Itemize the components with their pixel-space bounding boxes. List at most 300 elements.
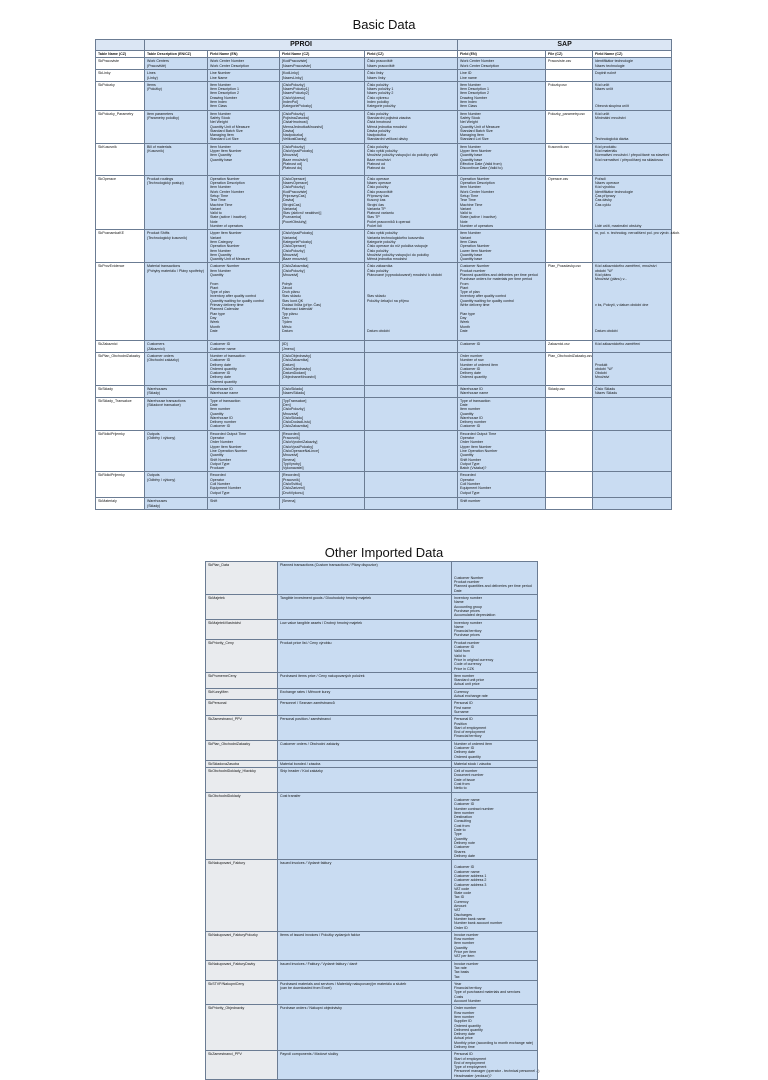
table-name-cell (206, 562, 278, 595)
cell-line: [CisloPolozky] (282, 185, 305, 190)
table-row (206, 792, 538, 859)
cell-line: Customer ID (454, 802, 475, 807)
sap-field-name-cell (593, 110, 672, 143)
table-row (206, 619, 538, 639)
cell-line: Warehouse transactions (147, 398, 186, 403)
cell-line: SkRidiciPrijemky (98, 431, 125, 436)
cell-line: Operace.csv (548, 176, 569, 181)
table-name-cell (96, 472, 145, 498)
cell-line: Platnost do (367, 166, 385, 171)
cell-line: Číslo pracoviště (367, 59, 393, 64)
cell-line: Customer address 3 (454, 882, 487, 887)
cell-line: Warehouse ID (460, 415, 483, 420)
cell-line: [PripravnyCas] (282, 193, 306, 198)
cell-line: [KodPracoviste] (282, 189, 308, 194)
cell-line: [IndexPol] (282, 100, 298, 105)
field-en-cell (458, 110, 546, 143)
file-cz-cell (546, 175, 593, 230)
cell-line: Číslo výkresu (367, 95, 389, 100)
cell-line: [KategoriePolozky] (282, 239, 312, 244)
cell-line: Safety Stock (210, 115, 231, 120)
cell-line: Row number (454, 1010, 475, 1015)
cell-line: Cost from (454, 823, 470, 828)
field-name-cz-cell (280, 263, 365, 341)
cell-line: Plant (460, 285, 469, 290)
field-cz-cell (365, 175, 458, 230)
cell-line: Operator (210, 436, 225, 441)
cell-line: Type (454, 832, 462, 837)
table-description-cell (145, 230, 208, 263)
cell-line: SkProvEvidence (98, 264, 125, 269)
cell-line: Primary delivery time (210, 303, 244, 308)
cell-line: Tear Time (210, 198, 226, 203)
cell-line: From (460, 281, 469, 286)
fields-cell (452, 639, 538, 672)
cell-line: VAT per item (454, 954, 475, 959)
cell-line: Lidé určit, maximální obsluhy (595, 224, 642, 229)
cell-line: Number of ordered item (454, 741, 492, 746)
cell-line: [CisloVyssiPolozky] (282, 149, 314, 154)
cell-line: Outputs (147, 473, 160, 478)
cell-line: Number of operators (210, 224, 243, 229)
cell-line: Quantity Unit of Measure (210, 124, 250, 129)
cell-line: SkPriority_Ceny (208, 640, 234, 645)
cell-line: Item Number (210, 111, 231, 116)
cell-line: Index položky (367, 100, 389, 105)
sap-field-name-cell (593, 70, 672, 82)
cell-line: Stav skladu (282, 294, 301, 299)
cell-line: (Skladové transakce) (147, 402, 181, 407)
cell-line: VAT code (454, 886, 470, 891)
cell-line: SkSklady (98, 387, 113, 392)
cell-line: Tax basis (454, 970, 469, 975)
cell-line: Row number (454, 937, 475, 942)
cell-line: Den (282, 315, 289, 320)
cell-line: Ordered quantity (454, 754, 481, 759)
cell-line: (Pohyby materiálu / Plány spotřeby) (147, 268, 204, 273)
cell-line: SkSkladovaZasoba (208, 761, 239, 766)
field-name-en-cell (208, 498, 280, 510)
cell-line (367, 347, 455, 351)
field-name-cz-cell (280, 81, 365, 110)
cell-line: [Platnost od] (282, 161, 302, 166)
cell-line: Stav kont.QK (282, 298, 304, 303)
cell-line: Přípravný čas (367, 193, 389, 198)
cell-line: Work Center Description (210, 63, 250, 68)
cell-line: End of employment (454, 730, 485, 735)
cell-line: VAT (454, 908, 461, 913)
field-en-cell (458, 430, 546, 472)
cell-line: Purchase orders / Nákupní objednávky (280, 1006, 342, 1011)
cell-line: [KategoriePolozky] (282, 104, 312, 109)
cell-line: Kód produktu (595, 144, 617, 149)
cell-line: Ordered quantity (210, 366, 237, 371)
cell-line: Operator (460, 477, 475, 482)
cell-line: Consulting (454, 819, 471, 824)
cell-line: (Sklady) (147, 391, 161, 396)
cell-line: Setup Time (210, 193, 229, 198)
cell-line: Delivery number (460, 420, 487, 425)
cell-line: Work Center Number (460, 189, 494, 194)
table-description-cell (145, 175, 208, 230)
cell-line: Code of currency (454, 662, 482, 667)
cell-line: Customer Number (454, 575, 484, 580)
table-description-cell (278, 1051, 452, 1080)
cell-line: SkMajetekVlastnictvi (208, 620, 241, 625)
cell-line: Date (460, 328, 468, 333)
cell-line: Operation Description (210, 181, 245, 186)
cell-line (595, 432, 669, 436)
cell-line: Stav TP (367, 215, 380, 220)
cell-line: Costs (454, 994, 464, 999)
field-en-cell (458, 472, 546, 498)
cell-line: Operation Number (460, 176, 490, 181)
cell-line: Upper Item Number (460, 149, 492, 154)
cell-line: [Smena] (282, 499, 296, 504)
cell-line: [CisloZarizeni] (282, 486, 305, 491)
cell-line: [CisloObjednavky] (282, 353, 311, 358)
table-name-cell (96, 58, 145, 70)
cell-line: (Položky) (147, 87, 162, 92)
cell-line: Drawing Number (460, 95, 488, 100)
table-row (96, 341, 672, 353)
cell-line: Delivery time (454, 1044, 475, 1049)
cell-line: [CisloObjednavky] (282, 366, 311, 371)
cell-line: Technologická dávka (595, 137, 629, 142)
cell-line: Nadpoložka (367, 133, 386, 138)
cell-line: Equipment Number (460, 486, 492, 491)
cell-line: Financial territory (454, 986, 482, 991)
cell-line: Variant (460, 235, 472, 240)
cell-line: Shift (210, 499, 218, 504)
table-description-cell (145, 110, 208, 143)
cell-line: [CisloPolozky] (282, 268, 305, 273)
cell-line: Počet lidí (367, 224, 382, 229)
cell-line: [CisloDodaciListu] (282, 420, 311, 425)
cell-line: Množství položky vstupující do položky vyšší (367, 153, 439, 158)
cell-line: Číslo zákazníka (367, 264, 393, 269)
table-description-cell (278, 931, 452, 960)
cell-line: Quantity (454, 945, 468, 950)
cell-line: Číslo položky (367, 111, 389, 116)
cell-line: Customer address 1 (454, 874, 487, 878)
cell-line: Planned quantities and deliveries per time period (454, 584, 532, 589)
fields-cell (452, 595, 538, 619)
cell-line: SkZamestnanci_PPV (208, 1052, 242, 1057)
field-en-cell (458, 58, 546, 70)
field-cz-cell (365, 110, 458, 143)
cell-line: Product price list / Ceny výrobku (280, 640, 332, 645)
cell-line (548, 499, 590, 503)
table-name-cell (206, 760, 278, 767)
cell-line: Low value tangible assets / Drobný hmotný majetek (280, 620, 363, 625)
cell-line: Product number (454, 580, 480, 585)
table-description-cell (278, 740, 452, 760)
table-row (96, 498, 672, 510)
cell-line: Kód plánu (595, 272, 612, 277)
cell-line: Item Class (460, 104, 478, 109)
cell-line: Delivered quantity (454, 1027, 483, 1032)
cell-line: Číslo položky (367, 248, 389, 253)
cell-line: Document number (454, 773, 484, 778)
cell-line: Kód určit (595, 82, 610, 87)
table-description-cell (278, 768, 452, 792)
cell-line: Standardní velikost dávky (367, 137, 408, 142)
cell-line: Množství (595, 375, 610, 380)
cell-line: Množství (plánu) v... (595, 277, 628, 282)
cell-line: Net Weight (210, 120, 228, 125)
cell-line: Delivery note (454, 840, 475, 845)
cell-line: Order ID (454, 925, 468, 930)
cell-line: Line Name (210, 75, 228, 80)
cell-line: Normativní množství / přepočítané na stavební (595, 153, 670, 158)
cell-line: Warehouse name (210, 391, 239, 396)
cell-line: Recorded Output Time (460, 431, 497, 436)
sap-field-name-cell (593, 143, 672, 175)
table-name-cell (96, 70, 145, 82)
table-row (96, 430, 672, 472)
cell-line: Inventory after quality control (210, 294, 257, 299)
cell-line (548, 432, 590, 436)
table-name-cell (96, 110, 145, 143)
cell-line: Bill of materials (147, 144, 172, 149)
cell-line: [Jmeno] (282, 346, 295, 351)
cell-line: SkPracoviste (98, 59, 119, 64)
cell-line: Standardní pojistná zásoba (367, 115, 411, 120)
cell-line: Cost from (454, 782, 470, 787)
cell-line: Měrná jednotka množství (367, 257, 408, 262)
table-description-cell (145, 70, 208, 82)
table-row (96, 143, 672, 175)
cell-line: Date to (454, 828, 466, 833)
cell-line: m, pol. n. technolog. nerozlišení pol. pro výrob. záloh. (595, 231, 681, 236)
cell-line: Operation Number (460, 244, 490, 249)
cell-line: Upper Item Number (210, 149, 242, 154)
cell-line: Ship header / Kód zakázky (280, 769, 323, 774)
cell-line: Product Shifts (147, 231, 170, 236)
cell-line: Recorded (460, 473, 476, 478)
field-name-cz-cell (280, 472, 365, 498)
cell-line: Type of employment (454, 1065, 487, 1070)
cell-line: Exchange rates / Měnové kurzy (280, 689, 331, 694)
cell-line: SkZakaznici (98, 342, 118, 347)
cell-line: Safety Stock (460, 115, 481, 120)
cell-line (367, 375, 455, 379)
cell-line: Year (454, 981, 462, 986)
cell-line: [Mnozstvi] (282, 252, 299, 257)
cell-line: Množství položky vstupující do položky (367, 252, 429, 257)
file-cz-cell (546, 81, 593, 110)
cell-line: [Mnozstvi] (282, 272, 299, 277)
cell-line: SkNakupovani_Faktury (208, 861, 246, 866)
field-name-en-cell (208, 175, 280, 230)
cell-line (367, 499, 455, 503)
cell-line: Plánované (vyprodukované) množství k období (367, 272, 442, 277)
cell-line: Planned transactions (Custom transactions / Plány dispozice) (280, 563, 378, 567)
cell-line: [Platnost do] (282, 166, 302, 171)
cell-line: Plan_ObchodniZakazky.csv (548, 353, 593, 358)
cell-line: Item Quantity (210, 252, 232, 257)
cell-line: [VelikostDavky] (282, 137, 307, 142)
cell-line: (Parametry položky) (147, 115, 180, 120)
cell-line: SkLinky (98, 71, 111, 76)
cell-line: Item Description 2 (460, 91, 490, 96)
table-name-cell (96, 230, 145, 263)
table-description-cell (278, 619, 452, 639)
cell-line: [CisloZakaznika] (282, 264, 309, 269)
cell-line: Item Class (460, 239, 478, 244)
file-cz-cell (546, 70, 593, 82)
table-description-cell (278, 688, 452, 700)
cell-line: Platnost od (367, 161, 385, 166)
cell-line: [CisloSkladu] (282, 387, 303, 392)
field-name-cz-cell (280, 386, 365, 398)
cell-line: SkPriority_Objednavky (208, 1006, 245, 1011)
cell-line: Závod (282, 285, 292, 290)
table-description-cell (278, 760, 452, 767)
cell-line: Name (454, 624, 464, 629)
file-cz-cell (546, 143, 593, 175)
fields-cell (452, 960, 538, 980)
cell-line: Item Number (460, 185, 481, 190)
sap-field-name-cell (593, 341, 672, 353)
cell-line: Monthly price (according to month exchange rate) (454, 1040, 534, 1045)
cell-line: Customer Number (460, 264, 490, 269)
cell-line: Kód výrobku (595, 185, 616, 190)
table-name-cell (96, 386, 145, 398)
cell-line: [CisloZakaznika] (282, 358, 309, 363)
file-cz-cell (546, 341, 593, 353)
cell-line: Equipment Number (210, 486, 241, 491)
cell-line: From (210, 281, 219, 286)
table-name-cell (96, 263, 145, 341)
file-cz-cell (546, 58, 593, 70)
cell-line: Warehouse ID (210, 387, 233, 392)
cell-line: [CisloSvitku] (282, 482, 302, 486)
cell-line: Cell of number (454, 769, 478, 774)
cell-line: Customer address 2 (454, 878, 487, 883)
cell-line: Purchase prices (454, 608, 480, 613)
field-en-cell (458, 352, 546, 385)
cell-line: Drawing Number (210, 95, 237, 100)
cell-line: Kód určit (595, 111, 610, 116)
cell-line: Output Type (460, 490, 480, 495)
sap-field-name-cell (593, 81, 672, 110)
cell-line: [Vykonavatel] (282, 466, 304, 471)
field-en-cell (458, 81, 546, 110)
cell-line: Item Description 1 (210, 87, 239, 92)
table-row (206, 1051, 538, 1080)
cell-line: Item Number (210, 268, 231, 273)
cell-line: Day (210, 315, 217, 320)
table-row (206, 960, 538, 980)
table-name-cell (96, 143, 145, 175)
cell-line: Upper Item Number (210, 444, 242, 449)
cell-line: Item number (454, 1014, 475, 1019)
cell-line: Item Description 1 (460, 87, 490, 92)
file-cz-cell (546, 430, 593, 472)
cell-line: [PocetObsluhy] (282, 219, 307, 224)
cell-line (367, 391, 455, 395)
table-description-cell (145, 263, 208, 341)
cell-line: Material bonded / zásoba (280, 761, 321, 766)
cell-line: Managing Item (210, 133, 234, 138)
cell-line: Customer (454, 845, 470, 850)
field-en-cell (458, 143, 546, 175)
field-name-cz-cell (280, 352, 365, 385)
cell-line: Item Number (210, 248, 231, 253)
cell-line (595, 473, 669, 477)
cell-line: First name (454, 705, 471, 710)
file-cz-cell (546, 472, 593, 498)
table-row (206, 931, 538, 960)
cell-line: Line Operation Number (460, 448, 498, 453)
cell-line: Financial territory (454, 629, 482, 634)
cell-line: Customer ID (210, 342, 231, 347)
fields-cell (452, 740, 538, 760)
cell-line: Název operace (367, 181, 392, 186)
field-cz-cell (365, 143, 458, 175)
basic-data-table (95, 39, 681, 510)
column-header: Table Name (CZ) (96, 51, 145, 58)
cell-line: Actual exchange rate (454, 694, 488, 699)
cell-line: [MernaJednotkaMnozstvi] (282, 124, 323, 129)
cell-line: Produkt (595, 362, 608, 367)
cell-line: Customer ID (460, 342, 481, 347)
cell-line: Product routings (147, 176, 174, 181)
cell-line: Quantity waiting for quality control (460, 298, 514, 303)
cell-line: Type of transaction (460, 398, 491, 403)
cell-line: Personal position / zaměstnanci (280, 717, 331, 722)
field-en-cell (458, 341, 546, 353)
column-header: Field (CZ) (365, 51, 458, 58)
cell-line: Datum období (595, 328, 618, 333)
cell-line: Week (210, 320, 220, 325)
table-name-cell (206, 619, 278, 639)
cell-line: Operator (460, 436, 475, 441)
cell-line: Číslo položky (367, 144, 389, 149)
table-name-cell (206, 700, 278, 716)
sap-field-name-cell (593, 430, 672, 472)
file-cz-cell (546, 110, 593, 143)
sap-field-name-cell (593, 263, 672, 341)
cell-line: Number of row (460, 358, 484, 363)
cell-line: Item Number (460, 144, 481, 149)
cell-line: Valid from (454, 649, 470, 654)
cell-line: Kód zákaznického zaměření, množství (595, 264, 657, 269)
cell-line: [Recorded] (282, 431, 300, 436)
cell-line: SkOperace (98, 176, 116, 181)
cell-line: [ObjednaneMnozstvi] (282, 375, 316, 380)
cell-line: Quantity (460, 453, 474, 458)
cell-line: Planned quantities and deliveries per time period (460, 272, 538, 277)
cell-line: Order Number (460, 440, 484, 445)
cell-line: Destination (454, 815, 472, 820)
cell-line: Number of transaction (210, 353, 246, 358)
cell-line: Customer ID (454, 745, 475, 750)
table-row (206, 700, 538, 716)
cell-line (548, 231, 590, 235)
cell-line: Shift number (460, 499, 481, 504)
cell-line: Kategorie položky (367, 104, 396, 109)
cell-line: End of employment (454, 1060, 485, 1065)
field-cz-cell (365, 230, 458, 263)
cell-line: Issued invoices / Vydané faktury (280, 861, 332, 866)
table-name-cell (206, 960, 278, 980)
cell-line: Order Number (210, 440, 233, 445)
cell-line: Type of plan (210, 290, 230, 295)
cell-line: Work Centers (147, 59, 169, 64)
